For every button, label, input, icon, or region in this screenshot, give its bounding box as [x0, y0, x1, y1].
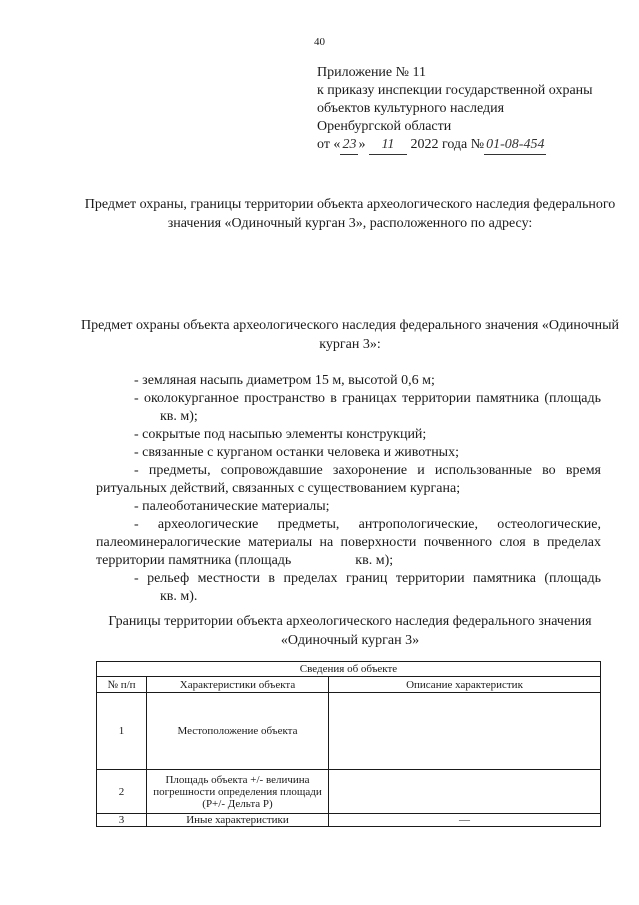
list-item: - рельеф местности в пределах границ территории памятника (площадькв. м). [134, 571, 601, 604]
row-desc: — [329, 814, 601, 827]
date-prefix: от « [317, 137, 341, 152]
list-item: - связанные с курганом останки человека и животных; [134, 445, 459, 460]
list-item: - палеоботанические материалы; [134, 499, 330, 514]
table-row [97, 814, 601, 827]
row-number: 2 [97, 770, 147, 814]
order-number: 01-08-454 [484, 136, 546, 155]
table-caption: Сведения об объекте [97, 662, 601, 677]
date-sep: » [358, 137, 366, 152]
table-row [97, 693, 601, 770]
protection-items-list [96, 372, 601, 606]
table-header: Характеристики объекта [147, 677, 329, 693]
row-name: Площадь объекта +/- величина погрешности определения площади (P+/- Дельта P) [147, 770, 329, 814]
row-desc [329, 693, 601, 770]
appendix-line-3: объектов культурного наследия [317, 101, 505, 116]
list-item: - земляная насыпь диаметром 15 м, высотой 0,6 м; [134, 373, 435, 388]
table-header: № п/п [97, 677, 147, 693]
appendix-line-2: к приказу инспекции государственной охраны [317, 83, 593, 98]
object-info-table [96, 661, 601, 827]
table-row [97, 770, 601, 814]
page-number: 40 [314, 36, 325, 48]
boundaries-title: Границы территории объекта археологического наследия федерального значения «Одиночный курган 3» [108, 614, 592, 648]
row-name: Местоположение объекта [147, 693, 329, 770]
appendix-line-4: Оренбургской области [317, 119, 452, 134]
list-item: - околокурганное пространство в границах территории памятника (площадькв. м); [134, 391, 601, 424]
date-month: 11 [369, 136, 407, 155]
row-name: Иные характеристики [147, 814, 329, 827]
list-item: - предметы, сопровождавшие захоронение и использованные во время ритуальных действий, связанных с существованием кургана; [96, 463, 601, 496]
appendix-header [317, 64, 593, 155]
date-day: 23 [340, 136, 358, 155]
row-desc [329, 770, 601, 814]
appendix-date-line [317, 136, 593, 155]
row-number: 1 [97, 693, 147, 770]
list-item: - сокрытые под насыпью элементы конструкций; [134, 427, 427, 442]
table-header: Описание характеристик [329, 677, 601, 693]
row-number: 3 [97, 814, 147, 827]
appendix-line-1: Приложение № 11 [317, 65, 426, 80]
date-year: 2022 года № [410, 137, 485, 152]
document-title: Предмет охраны, границы территории объекта археологического наследия федерального значения «Одиночный курган 3», расположенного по адресу: [84, 197, 616, 231]
list-item: - археологические предметы, антропологические, остеологические, палеоминералогические материалы на поверхности почвенного слоя в пределах территории памятника (площадь кв. м); [96, 517, 601, 568]
protection-subject-title: Предмет охраны объекта археологического наследия федерального значения «Одиночный курган 3»: [81, 318, 619, 352]
